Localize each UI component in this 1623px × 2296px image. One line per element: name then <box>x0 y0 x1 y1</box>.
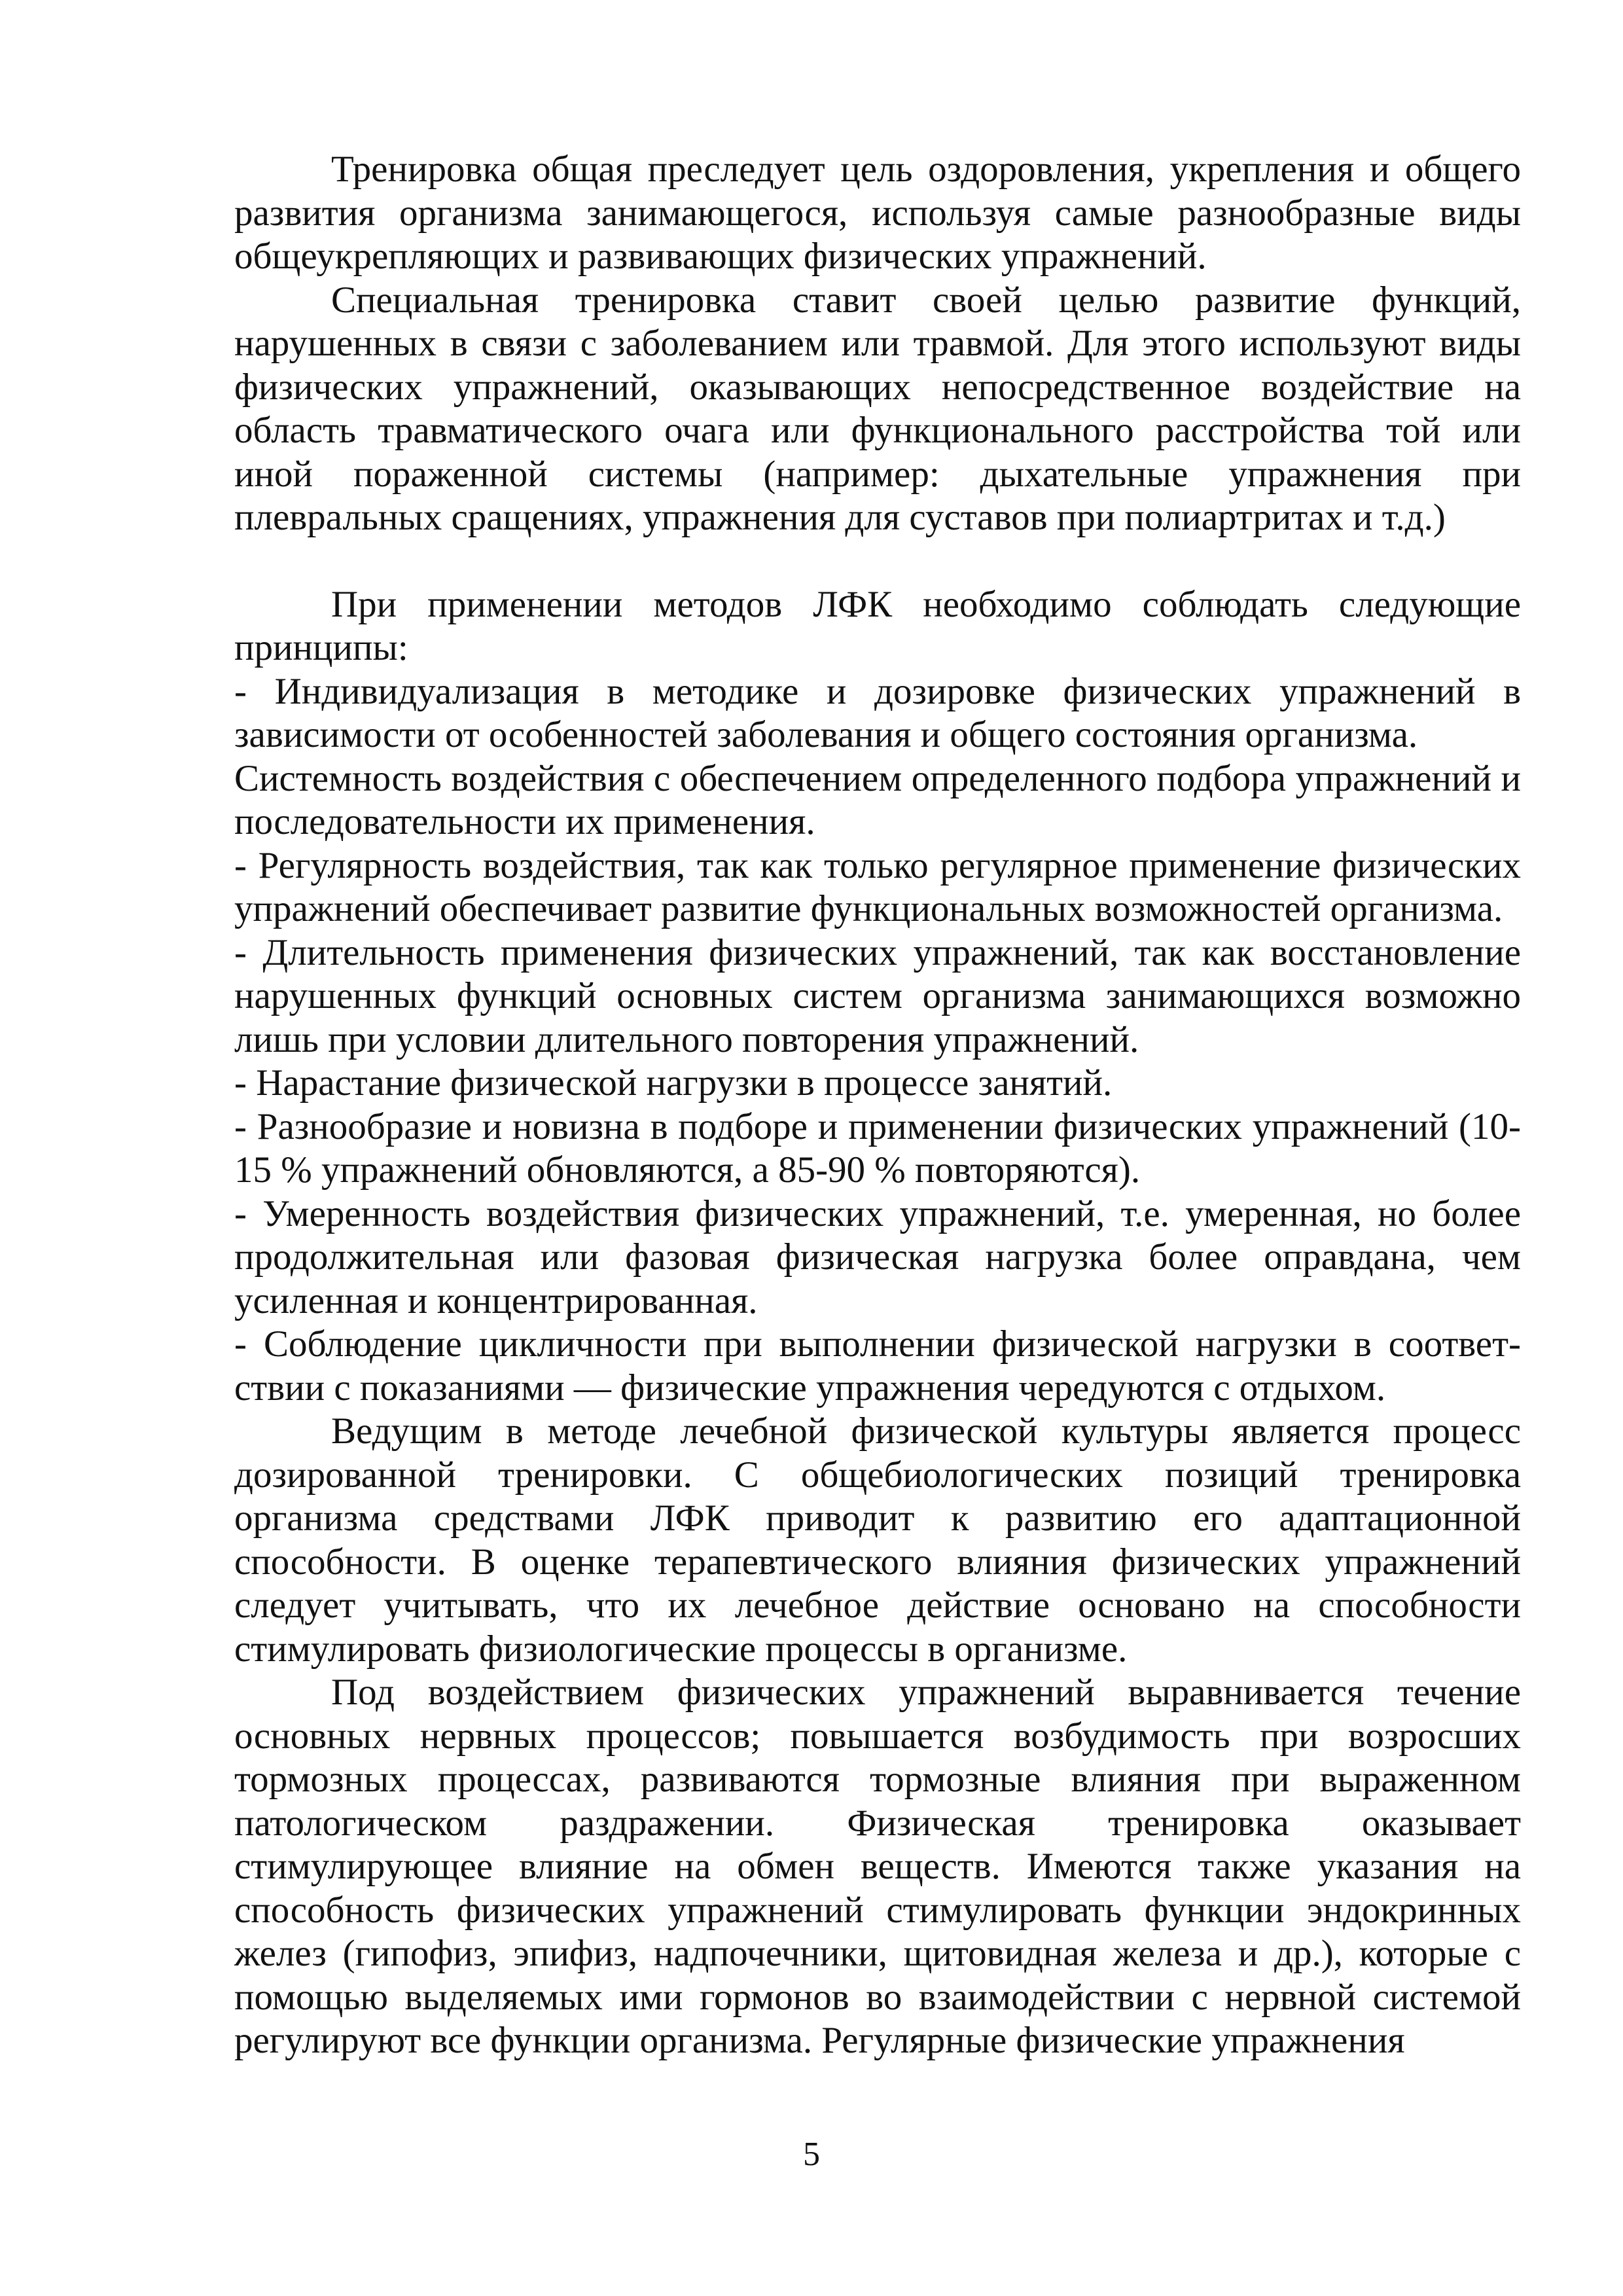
principle-regularity: - Регулярность воздействия, так как только регулярное применение физических упражнений обеспечивает развитие функциональных возможностей организма. <box>234 844 1521 929</box>
paragraph-special-training: Специальная тренировка ставит своей целью развитие функций, нарушенных в связи с заболеванием или травмой. Для этого используют виды физических упражнений, оказывающих непосредственное воздействие на область травматического очага или функционального расстройства той или иной пораженной системы (например: дыхательные упражнения при плевральных сращениях, упражнения для суставов при полиартритах и т.д.) <box>234 279 1521 538</box>
principle-cyclicity: - Соблюдение цикличности при выполнении физической нагрузки в соответ-ствии с показаниями — физические упражнения чередуются с отдыхом. <box>234 1323 1521 1408</box>
paragraph-dosed-training: Ведущим в методе лечебной физической культуры является процесс дозированной тренировки. С общебиологических позиций тренировка организма средствами ЛФК приводит к развитию его адаптационной способности. В оценке терапевтического влияния физических упражнений следует учитывать, что их лечебное действие основано на способности стимулировать физиологические процессы в организме. <box>234 1410 1521 1670</box>
paragraph-general-training: Тренировка общая преследует цель оздоровления, укрепления и общего развития организма занимающегося, используя самые разнообразные виды общеукрепляющих и развивающих физических упражнений. <box>234 149 1521 277</box>
document-page <box>234 148 1521 2063</box>
page-number: 5 <box>803 2136 820 2173</box>
paragraph-physiological-effects: Под воздействием физических упражнений выравнивается течение основных нервных процессов; повышается возбудимость при возросших тормозных процессах, развиваются тормозные влияния при выраженном патологическом раздражении. Физическая тренировка оказывает стимулирующее влияние на обмен веществ. Имеются также указания на способность физических упражнений стимулировать функции эндокринных желез (гипофиз, эпифиз, надпочечники, щитовидная железа и др.), которые с помощью выделяемых ими гормонов во взаимодействии с нервной системой регулируют все функции организма. Регулярные физические упражнения <box>234 1672 1521 2061</box>
principle-increasing-load: - Нарастание физической нагрузки в процессе занятий. <box>234 1062 1113 1103</box>
principle-variety: - Разнообразие и новизна в подборе и применении физических упражнений (10-15 % упражнений обновляются, а 85-90 % повторяются). <box>234 1105 1521 1191</box>
paragraph-principles-intro: При применении методов ЛФК необходимо соблюдать следующие принципы: <box>234 583 1521 668</box>
principle-moderation: - Умеренность воздействия физических упражнений, т.е. умеренная, но более продолжительная или фазовая физическая нагрузка более оправдана, чем усиленная и концентрированная. <box>234 1193 1521 1321</box>
principle-systematic: Системность воздействия с обеспечением определенного подбора упражнений и последовательности их применения. <box>234 757 1521 842</box>
principle-individualization: - Индивидуализация в методике и дозировке физических упражнений в зависимости от особенностей заболевания и общего состояния организма. <box>234 670 1521 755</box>
paragraph-gap <box>234 540 1521 583</box>
principle-duration: - Длительность применения физических упражнений, так как восстановление нарушенных функций основных систем организма занимающихся возможно лишь при условии длительного повторения упражнений. <box>234 931 1521 1060</box>
